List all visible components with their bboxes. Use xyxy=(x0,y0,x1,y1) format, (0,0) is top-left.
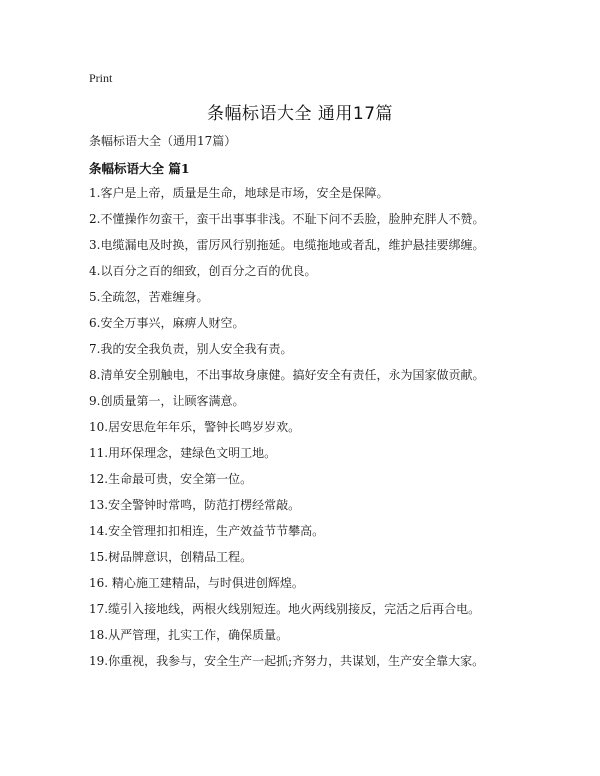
list-item: 17.缆引入接地线，两根火线别短连。地火两线别接反，完活之后再合电。 xyxy=(89,602,481,616)
list-item: 14.安全管理扣扣相连，生产效益节节攀高。 xyxy=(89,524,325,538)
list-item: 6.安全万事兴，麻痹人财空。 xyxy=(89,316,245,330)
print-link[interactable]: Print xyxy=(89,71,113,85)
list-item: 7.我的安全我负责，别人安全我有责。 xyxy=(89,342,293,356)
slogan-list xyxy=(89,185,529,679)
document-subtitle: 条幅标语大全（通用17篇） xyxy=(89,134,237,148)
list-item: 4.以百分之百的细致，创百分之百的优良。 xyxy=(89,264,317,278)
list-item: 19.你重视，我参与，安全生产一起抓;齐努力，共谋划，生产安全靠大家。 xyxy=(89,654,485,668)
section-heading: 条幅标语大全 篇1 xyxy=(89,161,190,176)
list-item: 8.清单安全别触电，不出事故身康健。搞好安全有责任，永为国家做贡献。 xyxy=(89,368,485,382)
list-item: 11.用环保理念，建绿色文明工地。 xyxy=(89,446,277,460)
list-item: 15.树品牌意识，创精品工程。 xyxy=(89,550,253,564)
list-item: 1.客户是上帝，质量是生命，地球是市场，安全是保障。 xyxy=(89,186,389,200)
list-item: 18.从严管理，扎实工作，确保质量。 xyxy=(89,628,289,642)
list-item: 2.不懂操作勿蛮干，蛮干出事事非浅。不耻下问不丢脸，脸肿充胖人不赞。 xyxy=(89,212,485,226)
page-title: 条幅标语大全 通用17篇 xyxy=(206,104,394,124)
list-item: 12.生命最可贵，安全第一位。 xyxy=(89,472,253,486)
list-item: 5.全疏忽，苦难缠身。 xyxy=(89,290,209,304)
list-item: 3.电缆漏电及时换，雷厉风行别拖延。电缆拖地或者乱，维护悬挂要绑缠。 xyxy=(89,238,485,252)
list-item: 10.居安思危年年乐，警钟长鸣岁岁欢。 xyxy=(89,420,301,434)
list-item: 13.安全警钟时常鸣，防范打楞经常敲。 xyxy=(89,498,301,512)
list-item: 16. 精心施工建精品，与时俱进创辉煌。 xyxy=(89,576,304,590)
list-item: 9.创质量第一，让顾客满意。 xyxy=(89,394,245,408)
